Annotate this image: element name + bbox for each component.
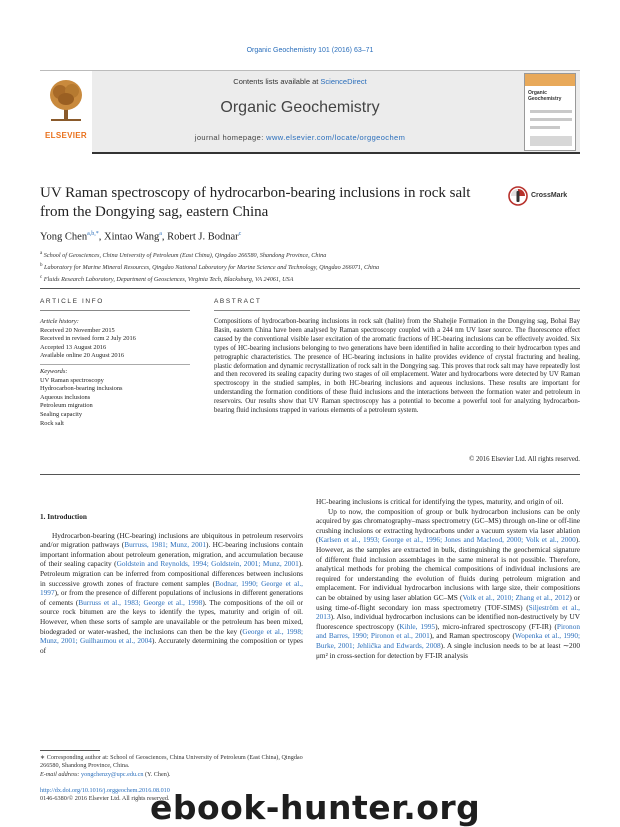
divider — [214, 310, 580, 311]
sciencedirect-link[interactable]: ScienceDirect — [320, 77, 367, 86]
cover-title: Organic Geochemistry — [528, 90, 562, 102]
history-item: Available online 20 August 2016 — [40, 352, 125, 360]
affiliation-text: School of Geosciences, China University of Petroleum (East China), Qingdao 266580, Shandong Province, China — [43, 252, 327, 260]
elsevier-logo — [40, 71, 92, 155]
elsevier-wordmark: ELSEVIER — [45, 131, 87, 140]
section-heading: 1. Introduction — [40, 512, 87, 521]
cover-decoration — [530, 118, 572, 121]
citation-link[interactable]: Burruss, 1981; Munz, 2001 — [124, 540, 207, 550]
cover-band — [525, 74, 575, 86]
abstract-heading: ABSTRACT — [214, 298, 262, 305]
contents-line — [92, 77, 508, 86]
divider — [40, 288, 580, 289]
issn-line: 0146-6380/© 2016 Elsevier Ltd. All rights reserved. — [40, 795, 170, 803]
history-item: Accepted 13 August 2016 — [40, 343, 107, 351]
author-name[interactable]: Yong Chen — [40, 231, 88, 243]
paragraph-text: Up to now, the composition of group or bulk hydrocarbon inclusions can be only acquired by gas chromatography–mass spectrometry (GC–MS) through on-line or off-line crushing inclusions or extracting hydrocarbons under a vacuum system via laser ablation ( — [316, 506, 580, 545]
affiliation — [40, 261, 580, 273]
author-affiliation-marker[interactable]: c — [238, 231, 242, 237]
divider — [40, 364, 190, 365]
citation-link[interactable]: Burruss et al., 1983; George et al., 1998 — [78, 597, 203, 607]
journal-header — [40, 70, 580, 154]
footnote — [40, 754, 303, 779]
keywords-label: Keywords: — [40, 367, 68, 375]
intro-paragraph: HC-bearing inclusions is critical for identifying the types, maturity, and origin of oil. — [316, 497, 564, 506]
paragraph-text: ). Also, individual hydrocarbon inclusions can be identified non-destructively by UV fluorescence spectroscopy ( — [316, 612, 580, 631]
history-item: Received in revised form 2 July 2016 — [40, 335, 136, 343]
divider — [40, 310, 190, 311]
affiliation — [40, 249, 580, 261]
divider — [40, 474, 580, 475]
email-link[interactable]: yongchenzy@upc.edu.cn — [81, 770, 144, 778]
homepage-line — [92, 133, 508, 142]
keyword: Sealing capacity — [40, 410, 83, 418]
affiliations — [40, 249, 580, 285]
paragraph-text: ). The compositions of the oil or source rock bitumen are the keys to identify the types, maturity and origin of oil. However, when these sorts of sample are unavailable or the petroleum has been mixed, biodegraded or water-washed, the inclusions can then be the key ( — [40, 597, 304, 636]
abstract-copyright: © 2016 Elsevier Ltd. All rights reserved. — [469, 456, 580, 463]
author-affiliation-marker[interactable]: a,b,* — [87, 231, 99, 237]
article-title: UV Raman spectroscopy of hydrocarbon-bearing inclusions in rock salt from the Dongying sag, eastern China — [40, 185, 471, 220]
contents-prefix: Contents lists available at — [233, 77, 321, 86]
email-suffix: (Y. Chen). — [143, 770, 171, 778]
crossmark-icon — [508, 186, 528, 206]
author-affiliation-marker[interactable]: a — [159, 231, 162, 237]
elsevier-tree-icon — [47, 77, 85, 123]
paragraph-text: ). A single inclusion needs to be at least ∼200 μm² in cross-section for detection by FT-IR analysis — [316, 640, 580, 660]
keyword: Hydrocarbon-bearing inclusions — [40, 385, 123, 393]
citation-link[interactable]: Karlsen et al., 1993; George et al., 1996; Jones and Macleod, 2000; Volk et al., 2000 — [318, 535, 576, 545]
keyword: Petroleum migration — [40, 402, 93, 410]
journal-name: Organic Geochemistry — [220, 99, 380, 116]
affiliation-text: Fluids Research Laboratory, Department of Geosciences, Virginia Tech, Blacksburg, VA 24061, USA — [43, 276, 294, 284]
paragraph-text: ). Petroleum migration can be inferred from compositional differences between inclusions in successive growth zones of fracture cement samples ( — [40, 559, 303, 588]
affiliation-text: Laboratory for Marine Mineral Resources, Qingdao National Laboratory for Marine Science and Technology, Qingdao 266071, China — [44, 264, 380, 272]
citation-link[interactable]: Wopenka et al., 1990; Burke, 2001; Jehlička and Edwards, 2008 — [316, 631, 581, 650]
corresponding-author-note: ∗ Corresponding author at: School of Geosciences, China University of Petroleum (East China), Qingdao 266580, Shandong Province, China. — [40, 754, 303, 770]
paragraph-text: Hydrocarbon-bearing (HC-bearing) inclusions are ubiquitous in petroleum reservoirs and/or migration pathways ( — [40, 530, 303, 550]
history-label: Article history: — [40, 318, 79, 325]
affiliation-marker: b — [40, 263, 43, 269]
journal-cover-thumbnail[interactable] — [524, 73, 576, 151]
right-column — [316, 497, 580, 660]
footnote-divider — [40, 750, 100, 751]
affiliation — [40, 273, 580, 285]
keyword: Aqueous inclusions — [40, 393, 91, 401]
author-list: Yong Chen$^{a,b,*}$, Xintao Wang$^a$, Robert J. Bodnar$^c$ — [40, 231, 242, 243]
affiliation-marker: c — [40, 275, 43, 281]
homepage-prefix: journal homepage: — [194, 133, 267, 142]
citation-link[interactable]: Volk et al., 2010; Zhang et al., 2012 — [462, 592, 570, 602]
keyword: Rock salt — [40, 419, 64, 427]
cover-decoration — [530, 110, 572, 113]
email-line — [40, 771, 303, 779]
abstract-text: Compositions of hydrocarbon-bearing inclusions in rock salt (halite) from the Shahejie Formation in the Dongying sag, Bohai Bay Basin, eastern China have been analysed by Raman spectroscopy coupled with a 244 nm UV laser source. The fluorescence effect caused by the conventional visible laser excitation of the aromatic fractions of HC-bearing inclusions can be effectively avoided. Six types of HC-bearing inclusions belonging to two generations have been identified in halite according to their hydrocarbon types and petrographic characteristics. The presence of HC-bearing inclusions in halite provides evidence of crystal fracturing and healing, plastic deformation and dynamic recrystallization of rock salt in the Dongying sag. This proves that rock salt may have repeatedly lost and then recovered its sealing capacity during two stages of oil emplacement. Water and hydrocarbons were detected by UV Raman spectroscopy in the studied samples, in both HC-bearing inclusions and aqueous inclusions. These results are important for understanding the formation conditions of these fluid inclusions and the interactions between the formation water and petroleum in reservoirs. Our results show that UV Raman spectroscopy has a potential to become a powerful tool for analyzing hydrocarbon-bearing fluid inclusions trapped in various elements of a petroleum system. — [214, 318, 580, 415]
doi-link[interactable]: http://dx.doi.org/10.1016/j.orggeochem.2016.08.010 — [40, 787, 170, 794]
paragraph-text: ). HC-bearing inclusions contain important information about petroleum generation, migration, and accumulation because of their sealing capacity ( — [40, 540, 303, 569]
citation-link[interactable]: Bodnar, 1990; George et al., 1997 — [40, 578, 303, 598]
paragraph-text: ), and Raman spectroscopy ( — [429, 631, 515, 641]
intro-paragraph — [316, 507, 580, 661]
citation-link[interactable]: Pironon and Barres, 1990; Pironon et al., 2001 — [316, 621, 580, 641]
article-info-heading: ARTICLE INFO — [40, 298, 104, 305]
left-column — [40, 512, 303, 655]
paragraph-text: ), or from the presence of different populations of inclusions in different generations of cements ( — [40, 588, 303, 607]
cover-decoration — [530, 126, 560, 129]
crossmark-label: CrossMark — [531, 192, 568, 199]
citation-link[interactable]: Siljeström et al., 2013 — [316, 602, 580, 622]
paragraph-text: ), micro-infrared spectroscopy (FT-IR) ( — [435, 621, 557, 631]
author-name[interactable]: Robert J. Bodnar — [167, 231, 239, 243]
cover-decoration — [530, 136, 572, 146]
watermark: ebook-hunter.org — [150, 788, 481, 827]
paragraph-text: ). However, as the samples are extracted in bulk, distinguishing the geochemical signature of different fluid inclusion assemblages in the same mineral is not possible. Therefore, analytical methods for probing the chemical compositions of individual inclusions are required for understanding the evolution of fluids during petroleum migration and emplacement. For individual hydrocarbon inclusions with large size, their compositions can be obtained by using laser ablation GC–MS ( — [316, 535, 580, 602]
citation-link[interactable]: Goldstein and Reynolds, 1994; Goldstein, 2001; Munz, 2001 — [116, 559, 299, 569]
history-item: Received 20 November 2015 — [40, 326, 115, 334]
citation-link[interactable]: George et al., 1998; Munz, 2001; Guilhaumou et al., 2004 — [40, 626, 303, 646]
affiliation-marker: a — [40, 251, 43, 256]
crossmark-badge[interactable] — [508, 186, 580, 208]
keyword: UV Raman spectroscopy — [40, 376, 104, 384]
paragraph-text: ) or using time-of-flight secondary ion mass spectrometry (TOF-SIMS) ( — [316, 592, 580, 612]
paragraph-text: ). Accurately determining the composition or types of — [40, 636, 303, 655]
email-label: E-mail address: — [40, 770, 82, 778]
journal-homepage-link[interactable]: www.elsevier.com/locate/orggeochem — [266, 133, 406, 142]
article-info — [40, 318, 190, 428]
intro-paragraph — [40, 531, 303, 656]
citation-link[interactable]: Kihle, 1995 — [399, 621, 436, 631]
author-name[interactable]: Xintao Wang — [104, 231, 160, 243]
journal-citation[interactable]: Organic Geochemistry 101 (2016) 63–71 — [246, 47, 374, 54]
